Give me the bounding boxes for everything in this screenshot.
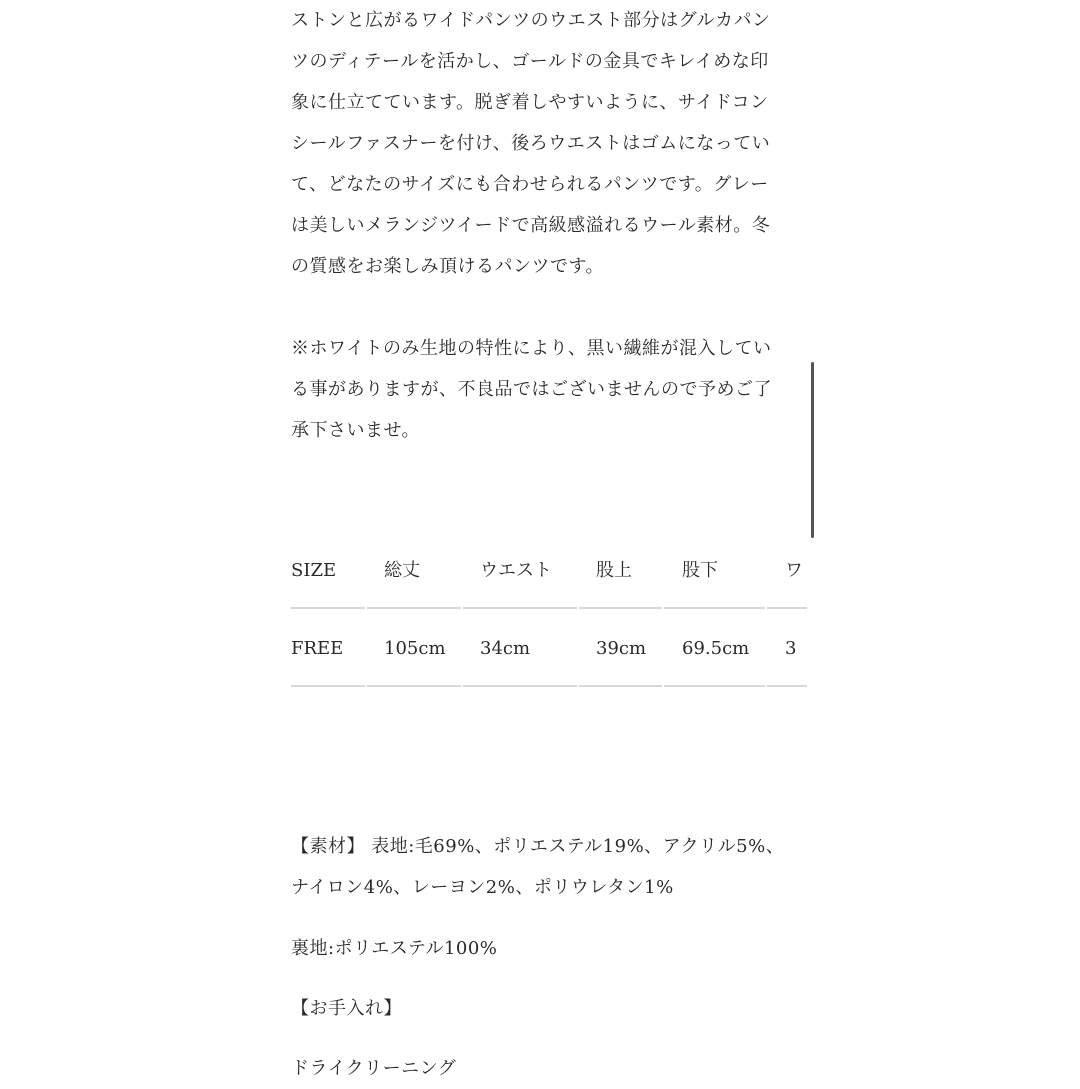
table-header-size: SIZE (291, 560, 337, 581)
table-rule (767, 685, 807, 687)
table-rule (463, 685, 577, 687)
table-cell-waist: 34cm (480, 638, 531, 659)
notice-line: ※ホワイトのみ生地の特性により、黒い繊維が混入してい (291, 338, 772, 359)
table-rule (664, 607, 765, 609)
table-cell-rise: 39cm (596, 638, 647, 659)
product-description (291, 0, 796, 287)
notice-line: る事がありますが、不良品ではございませんので予めご了 (291, 379, 772, 400)
table-header-length: 総丈 (384, 560, 420, 581)
description-line: は美しいメランジツイードで高級感溢れるウール素材。冬 (291, 215, 771, 236)
table-cell-clipped: 3 (785, 638, 797, 659)
notice-text (291, 328, 796, 451)
description-line: て、どなたのサイズにも合わせられるパンツです。グレー (291, 174, 769, 195)
table-rule (291, 607, 365, 609)
table-rule (367, 607, 461, 609)
table-rule (664, 685, 765, 687)
size-table[interactable] (291, 540, 803, 700)
table-header-waist: ウエスト (480, 560, 552, 581)
care-instructions: ドライクリーニング (291, 1058, 457, 1079)
table-cell-size: FREE (291, 638, 344, 659)
table-rule (767, 607, 807, 609)
scrollbar-thumb[interactable] (811, 362, 814, 538)
table-header-inseam: 股下 (682, 560, 718, 581)
notice-line: 承下さいませ。 (291, 420, 420, 441)
table-header-rise: 股上 (596, 560, 632, 581)
table-cell-inseam: 69.5cm (682, 638, 750, 659)
table-rule (579, 607, 662, 609)
care-heading: 【お手入れ】 (291, 998, 402, 1019)
description-line: 象に仕立てています。脱ぎ着しやすいように、サイドコン (291, 92, 769, 113)
description-line: の質感をお楽しみ頂けるパンツです。 (291, 256, 605, 277)
description-line: ストンと広がるワイドパンツのウエスト部分はグルカパン (291, 10, 771, 31)
table-rule (463, 607, 577, 609)
table-header-clipped: ワ (785, 560, 803, 581)
lining-material: 裏地:ポリエステル100% (291, 938, 498, 959)
material-line-2: ナイロン4%、レーヨン2%、ポリウレタン1% (291, 877, 674, 898)
material-line-1: 【素材】 表地:毛69%、ポリエステル19%、アクリル5%、 (291, 836, 785, 857)
table-rule (367, 685, 461, 687)
description-line: シールファスナーを付け、後ろウエストはゴムになってい (291, 133, 771, 154)
table-rule (579, 685, 662, 687)
table-cell-length: 105cm (384, 638, 446, 659)
table-rule (291, 685, 365, 687)
description-line: ツのディテールを活かし、ゴールドの金具でキレイめな印 (291, 51, 769, 72)
